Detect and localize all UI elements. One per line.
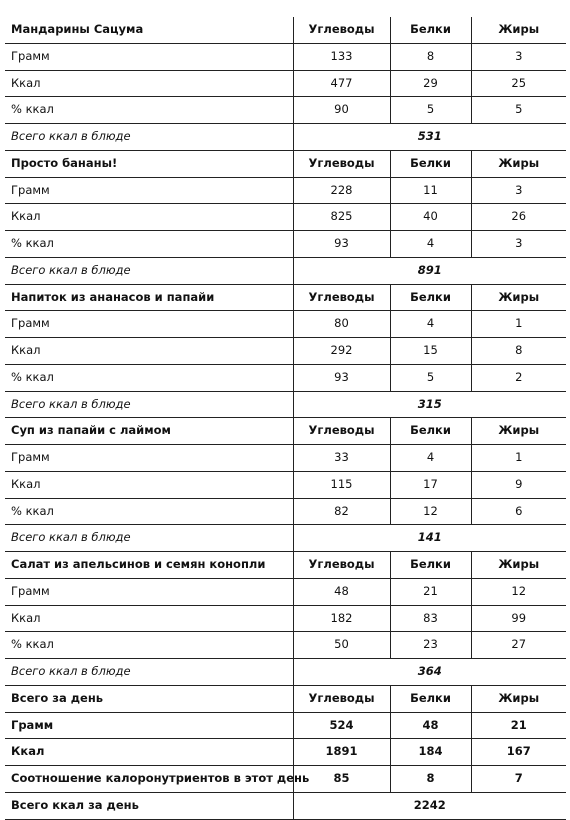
total-kcal-value: 364 — [293, 659, 566, 686]
column-header-protein: Белки — [390, 150, 471, 177]
column-header-fat: Жиры — [471, 17, 566, 43]
section-header-row — [5, 17, 566, 43]
protein-value: 5 — [390, 97, 471, 124]
fat-value: 12 — [471, 578, 566, 605]
protein-value: 15 — [390, 338, 471, 365]
column-header-fat: Жиры — [471, 284, 566, 311]
protein-value: 184 — [390, 739, 471, 766]
table-row — [5, 578, 566, 605]
table-row — [5, 338, 566, 365]
column-header-protein: Белки — [390, 418, 471, 445]
carbs-value: 182 — [293, 605, 390, 632]
fat-value: 1 — [471, 445, 566, 472]
column-header-carbs: Углеводы — [293, 17, 390, 43]
protein-value: 4 — [390, 445, 471, 472]
table-row — [5, 739, 566, 766]
fat-value: 2 — [471, 364, 566, 391]
table-row — [5, 605, 566, 632]
table-row — [5, 204, 566, 231]
total-kcal-value: 891 — [293, 257, 566, 284]
protein-value: 5 — [390, 364, 471, 391]
section-header-row — [5, 284, 566, 311]
protein-value: 4 — [390, 311, 471, 338]
fat-value: 99 — [471, 605, 566, 632]
row-label: Грамм — [5, 311, 293, 338]
carbs-value: 85 — [293, 766, 390, 793]
column-header-carbs: Углеводы — [293, 284, 390, 311]
section-title: Всего за день — [5, 685, 293, 712]
table-row — [5, 471, 566, 498]
nutrition-table-body — [5, 17, 566, 819]
carbs-value: 1891 — [293, 739, 390, 766]
total-label: Всего ккал в блюде — [5, 257, 293, 284]
section-header-row — [5, 552, 566, 579]
row-label: Грамм — [5, 43, 293, 70]
total-kcal-value: 141 — [293, 525, 566, 552]
table-row — [5, 231, 566, 258]
protein-value: 83 — [390, 605, 471, 632]
column-header-carbs: Углеводы — [293, 150, 390, 177]
fat-value: 21 — [471, 712, 566, 739]
carbs-value: 93 — [293, 364, 390, 391]
protein-value: 4 — [390, 231, 471, 258]
section-header-row — [5, 685, 566, 712]
column-header-protein: Белки — [390, 17, 471, 43]
protein-value: 48 — [390, 712, 471, 739]
protein-value: 8 — [390, 766, 471, 793]
total-row — [5, 659, 566, 686]
total-row — [5, 124, 566, 151]
column-header-carbs: Углеводы — [293, 685, 390, 712]
protein-value: 17 — [390, 471, 471, 498]
table-row — [5, 97, 566, 124]
fat-value: 1 — [471, 311, 566, 338]
total-label: Всего ккал в блюде — [5, 525, 293, 552]
fat-value: 167 — [471, 739, 566, 766]
table-row — [5, 177, 566, 204]
section-title: Напиток из ананасов и папайи — [5, 284, 293, 311]
carbs-value: 82 — [293, 498, 390, 525]
total-kcal-value: 315 — [293, 391, 566, 418]
protein-value: 12 — [390, 498, 471, 525]
protein-value: 21 — [390, 578, 471, 605]
column-header-fat: Жиры — [471, 150, 566, 177]
carbs-value: 48 — [293, 578, 390, 605]
fat-value: 9 — [471, 471, 566, 498]
fat-value: 3 — [471, 43, 566, 70]
carbs-value: 90 — [293, 97, 390, 124]
table-row — [5, 445, 566, 472]
row-label: Ккал — [5, 338, 293, 365]
column-header-carbs: Углеводы — [293, 418, 390, 445]
column-header-protein: Белки — [390, 685, 471, 712]
fat-value: 6 — [471, 498, 566, 525]
section-header-row — [5, 150, 566, 177]
table-row — [5, 498, 566, 525]
protein-value: 23 — [390, 632, 471, 659]
section-title: Просто бананы! — [5, 150, 293, 177]
protein-value: 8 — [390, 43, 471, 70]
table-row — [5, 70, 566, 97]
table-row — [5, 712, 566, 739]
total-row — [5, 391, 566, 418]
nutrition-table — [5, 17, 566, 820]
row-label: Грамм — [5, 578, 293, 605]
total-label: Всего ккал за день — [5, 792, 293, 819]
carbs-value: 292 — [293, 338, 390, 365]
table-row — [5, 311, 566, 338]
row-label: Грамм — [5, 445, 293, 472]
column-header-fat: Жиры — [471, 685, 566, 712]
table-row — [5, 364, 566, 391]
carbs-value: 33 — [293, 445, 390, 472]
row-label: % ккал — [5, 231, 293, 258]
row-label: Ккал — [5, 204, 293, 231]
fat-value: 25 — [471, 70, 566, 97]
fat-value: 3 — [471, 177, 566, 204]
carbs-value: 825 — [293, 204, 390, 231]
total-row — [5, 525, 566, 552]
total-label: Всего ккал в блюде — [5, 124, 293, 151]
row-label: Грамм — [5, 712, 293, 739]
row-label: Ккал — [5, 70, 293, 97]
row-label: % ккал — [5, 97, 293, 124]
row-label: % ккал — [5, 498, 293, 525]
carbs-value: 524 — [293, 712, 390, 739]
column-header-fat: Жиры — [471, 552, 566, 579]
fat-value: 26 — [471, 204, 566, 231]
total-label: Всего ккал в блюде — [5, 659, 293, 686]
total-row — [5, 792, 566, 819]
protein-value: 11 — [390, 177, 471, 204]
table-row — [5, 766, 566, 793]
row-label: Соотношение калоронутриентов в этот день — [5, 766, 293, 793]
row-label: Ккал — [5, 739, 293, 766]
column-header-carbs: Углеводы — [293, 552, 390, 579]
row-label: Грамм — [5, 177, 293, 204]
total-label: Всего ккал в блюде — [5, 391, 293, 418]
total-kcal-value: 2242 — [293, 792, 566, 819]
carbs-value: 80 — [293, 311, 390, 338]
carbs-value: 115 — [293, 471, 390, 498]
total-kcal-value: 531 — [293, 124, 566, 151]
table-row — [5, 43, 566, 70]
protein-value: 29 — [390, 70, 471, 97]
section-title: Салат из апельсинов и семян конопли — [5, 552, 293, 579]
carbs-value: 50 — [293, 632, 390, 659]
row-label: % ккал — [5, 364, 293, 391]
fat-value: 8 — [471, 338, 566, 365]
fat-value: 27 — [471, 632, 566, 659]
row-label: Ккал — [5, 605, 293, 632]
carbs-value: 93 — [293, 231, 390, 258]
carbs-value: 228 — [293, 177, 390, 204]
table-row — [5, 632, 566, 659]
protein-value: 40 — [390, 204, 471, 231]
carbs-value: 133 — [293, 43, 390, 70]
section-title: Суп из папайи с лаймом — [5, 418, 293, 445]
column-header-protein: Белки — [390, 552, 471, 579]
row-label: % ккал — [5, 632, 293, 659]
total-row — [5, 257, 566, 284]
fat-value: 5 — [471, 97, 566, 124]
section-header-row — [5, 418, 566, 445]
row-label: Ккал — [5, 471, 293, 498]
column-header-protein: Белки — [390, 284, 471, 311]
fat-value: 3 — [471, 231, 566, 258]
fat-value: 7 — [471, 766, 566, 793]
section-title: Мандарины Сацума — [5, 17, 293, 43]
column-header-fat: Жиры — [471, 418, 566, 445]
carbs-value: 477 — [293, 70, 390, 97]
